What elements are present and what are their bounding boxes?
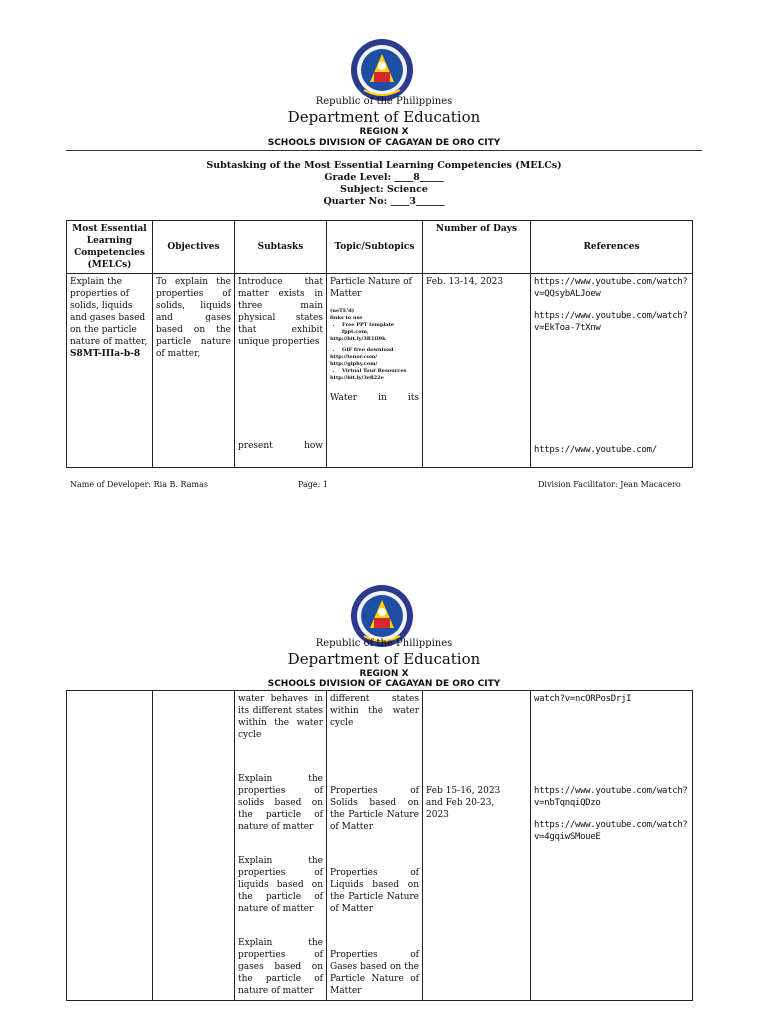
deped-seal-logo xyxy=(350,38,414,102)
header-rule xyxy=(66,150,702,151)
subtask-continued: present how xyxy=(238,441,323,451)
region-text: REGION X xyxy=(359,127,409,137)
references-cell xyxy=(531,274,693,468)
division-text: SCHOOLS DIVISION OF CAGAYAN DE ORO CITY xyxy=(267,679,501,689)
topic-gases: Properties of Gases based on the Particle Nature of Matter xyxy=(330,950,419,996)
topic-cell xyxy=(327,274,423,468)
link-giphy[interactable]: http://giphy.com/ xyxy=(330,361,378,367)
melc-cell xyxy=(67,274,153,468)
reference-link-solids-1[interactable]: https://www.youtube.com/watch?v=nbTqnqiQDzo xyxy=(534,786,688,808)
header-references: References xyxy=(531,221,693,274)
department-title: Department of Education xyxy=(287,108,481,126)
link-virtual-tour[interactable]: http://bit.ly/3efl22e xyxy=(330,375,384,381)
subtask-cell xyxy=(235,274,327,468)
references-cell xyxy=(531,691,693,1001)
subtask-cell xyxy=(235,691,327,1001)
document-title: Subtasking of the Most Essential Learning Competencies (MELCs) xyxy=(206,160,562,171)
reference-link-3[interactable]: https://www.youtube.com/ xyxy=(534,445,657,455)
days-cell xyxy=(423,691,531,1001)
document-page-1 xyxy=(0,0,768,510)
topic-note: (neTE'd) xyxy=(330,308,355,314)
header-days: Number of Days xyxy=(423,221,531,274)
table-row xyxy=(67,691,693,1001)
subtask-continued: water behaves in its different states within the water cycle xyxy=(238,694,323,740)
melc-text: Explain the properties of solids, liquids and gases based on the particle nature of matter, xyxy=(70,277,148,347)
header-subtasks: Subtasks xyxy=(235,221,327,274)
topic-continued: Water in its xyxy=(330,393,419,403)
days-cell: Feb. 13-14, 2023 xyxy=(423,274,531,468)
reference-link-continued[interactable]: watch?v=ncORPosDrjI xyxy=(534,694,632,704)
department-title: Department of Education xyxy=(287,650,481,668)
reference-link-solids-2[interactable]: https://www.youtube.com/watch?v=4gqiwSMoueE xyxy=(534,820,688,842)
division-text: SCHOOLS DIVISION OF CAGAYAN DE ORO CITY xyxy=(267,138,501,148)
table-row xyxy=(67,274,693,468)
topic-title: Particle Nature of Matter xyxy=(330,277,412,299)
melc-code: S8MT-IIIa-b-8 xyxy=(70,349,141,359)
melc-table xyxy=(66,220,693,468)
topic-liquids: Properties of Liquids based on the Particle Nature of Matter xyxy=(330,868,419,914)
bullet-virtual-tour: • Virtual Tour Resources xyxy=(342,368,419,375)
header-topic: Topic/Subtopics xyxy=(327,221,423,274)
header-objectives: Objectives xyxy=(153,221,235,274)
bullet-ppt: • Free PPT template fppt.com, xyxy=(342,322,419,336)
document-page-2 xyxy=(0,570,768,1024)
republic-text: Republic of the Philippines xyxy=(315,96,453,107)
subtask-solids: Explain the properties of solids based on the particle of nature of matter xyxy=(238,774,323,832)
table-header-row xyxy=(67,221,693,274)
objective-cell-empty xyxy=(153,691,235,1001)
subtask-liquids: Explain the properties of liquids based on the particle of nature of matter xyxy=(238,856,323,914)
topic-cell xyxy=(327,691,423,1001)
republic-text: Republic of the Philippines xyxy=(315,638,453,649)
subject: Subject: Science xyxy=(340,184,428,195)
header-melc: Most Essential Learning Competencies (MELCs) xyxy=(67,221,153,274)
links-label: links to use xyxy=(330,315,363,321)
topic-solids: Properties of Solids based on the Particle Nature of Matter xyxy=(330,786,419,832)
quarter-no: Quarter No: ____3______ xyxy=(323,196,445,207)
objective-cell: To explain the properties of solids, liquids and gases based on the particle nature of matter, xyxy=(153,274,235,468)
melc-cell-empty xyxy=(67,691,153,1001)
region-text: REGION X xyxy=(359,669,409,679)
subtask-text: Introduce that matter exists in three main physical states that exhibit unique properties xyxy=(238,277,323,347)
grade-level: Grade Level: ____8_____ xyxy=(324,172,444,183)
link-ppt[interactable]: http://bit.ly/3R1Il9k xyxy=(330,336,386,342)
reference-link-2[interactable]: https://www.youtube.com/watch?v=EkToa-7tXnw xyxy=(534,311,688,333)
bullet-gif: • GIF free download xyxy=(342,347,419,354)
page-gap xyxy=(0,510,768,570)
page-number: Page: 1 xyxy=(298,480,328,489)
days-solids: Feb 15-16, 2023 and Feb 20-23, 2023 xyxy=(426,786,501,820)
developer-name: Name of Developer: Ria B. Ramas xyxy=(70,480,208,489)
melc-table-continued xyxy=(66,690,693,1001)
subtask-gases: Explain the properties of gases based on the particle of nature of matter xyxy=(238,938,323,996)
topic-continued: different states within the water cycle xyxy=(330,694,419,728)
division-facilitator: Division Facilitator: Jean Macacero xyxy=(538,480,681,489)
link-tenor[interactable]: http://tenor.com/ xyxy=(330,354,378,360)
reference-link-1[interactable]: https://www.youtube.com/watch?v=QQsybALJoew xyxy=(534,277,688,299)
